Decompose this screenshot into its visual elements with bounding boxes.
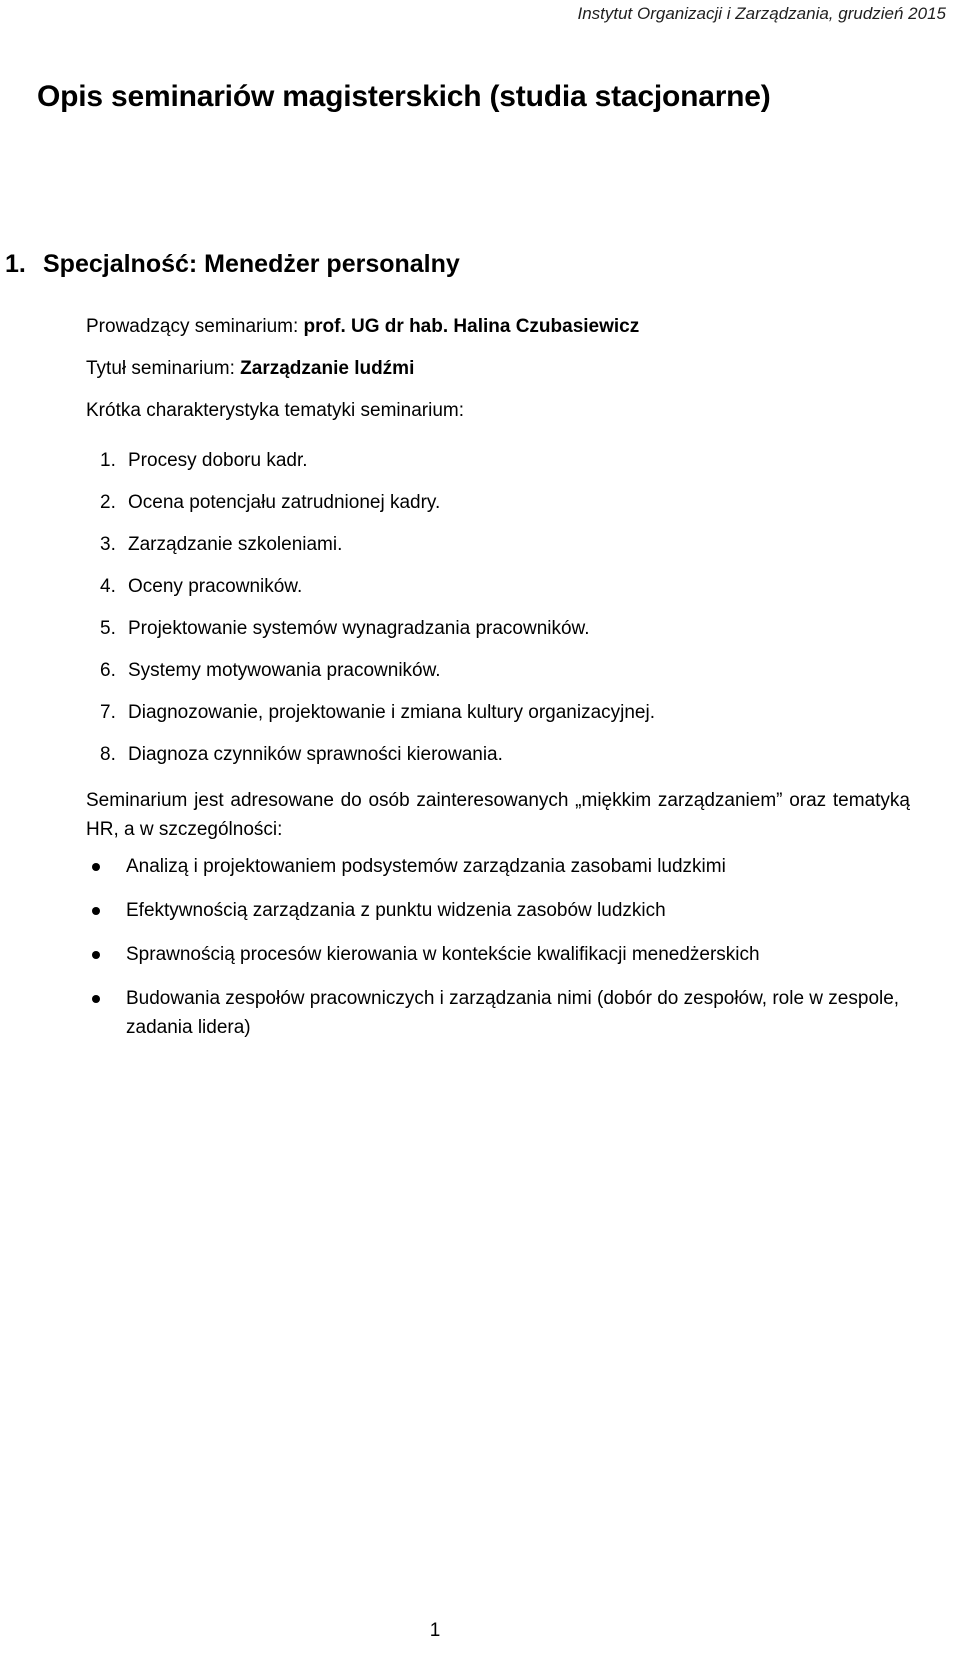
seminar-leader-line [86, 316, 639, 338]
topic-text: Diagnozowanie, projektowanie i zmiana kultury organizacyjnej. [128, 702, 655, 723]
section-heading [5, 250, 460, 279]
bullet-text: Analizą i projektowaniem podsystemów zarządzania zasobami ludzkimi [126, 856, 726, 877]
list-item [100, 734, 655, 776]
list-item [86, 852, 910, 881]
list-item [100, 692, 655, 734]
seminar-title-line [86, 358, 414, 380]
topic-number: 5. [100, 618, 116, 639]
focus-areas-list [86, 852, 910, 1057]
page-title: Opis seminariów magisterskich (studia stacjonarne) [37, 80, 771, 113]
bullet-icon [92, 951, 100, 959]
list-item [100, 524, 655, 566]
topic-number: 8. [100, 744, 116, 765]
bullet-text: Efektywnością zarządzania z punktu widzenia zasobów ludzkich [126, 900, 666, 921]
seminar-title-value: Zarządzanie ludźmi [240, 358, 415, 379]
topic-text: Oceny pracowników. [128, 576, 303, 597]
list-item [86, 896, 910, 925]
seminar-leader-label: Prowadzący seminarium: [86, 316, 304, 337]
section-number: 1. [5, 250, 26, 278]
page-number: 1 [429, 1620, 441, 1641]
seminar-characteristics-label: Krótka charakterystyka tematyki seminarium: [86, 400, 465, 421]
topics-list [100, 440, 655, 776]
section-heading-text: Specjalność: Menedżer personalny [43, 250, 460, 278]
header-note: Instytut Organizacji i Zarządzania, grudzień 2015 [577, 4, 946, 23]
bullet-icon [92, 995, 100, 1003]
topic-number: 4. [100, 576, 116, 597]
topic-number: 1. [100, 450, 116, 471]
list-item [100, 650, 655, 692]
list-item [86, 940, 910, 969]
bullet-text: Budowania zespołów pracowniczych i zarządzania nimi (dobór do zespołów, role w zespole, zadania lidera) [126, 988, 900, 1038]
list-item [100, 440, 655, 482]
topic-number: 6. [100, 660, 116, 681]
intro-paragraph: Seminarium jest adresowane do osób zainteresowanych „miękkim zarządzaniem” oraz tematyką HR, a w szczególności: [86, 790, 910, 840]
topic-number: 2. [100, 492, 116, 513]
topic-text: Zarządzanie szkoleniami. [128, 534, 343, 555]
topic-text: Ocena potencjału zatrudnionej kadry. [128, 492, 441, 513]
topic-text: Procesy doboru kadr. [128, 450, 308, 471]
list-item [100, 566, 655, 608]
list-item [100, 482, 655, 524]
bullet-icon [92, 863, 100, 871]
list-item [86, 984, 910, 1042]
seminar-title-label: Tytuł seminarium: [86, 358, 241, 379]
bullet-text: Sprawnością procesów kierowania w kontekście kwalifikacji menedżerskich [126, 944, 760, 965]
bullet-icon [92, 907, 100, 915]
list-item [100, 608, 655, 650]
seminar-leader-value: prof. UG dr hab. Halina Czubasiewicz [303, 316, 640, 337]
topic-text: Projektowanie systemów wynagradzania pracowników. [128, 618, 590, 639]
topic-number: 3. [100, 534, 116, 555]
topic-number: 7. [100, 702, 116, 723]
topic-text: Systemy motywowania pracowników. [128, 660, 441, 681]
topic-text: Diagnoza czynników sprawności kierowania. [128, 744, 503, 765]
